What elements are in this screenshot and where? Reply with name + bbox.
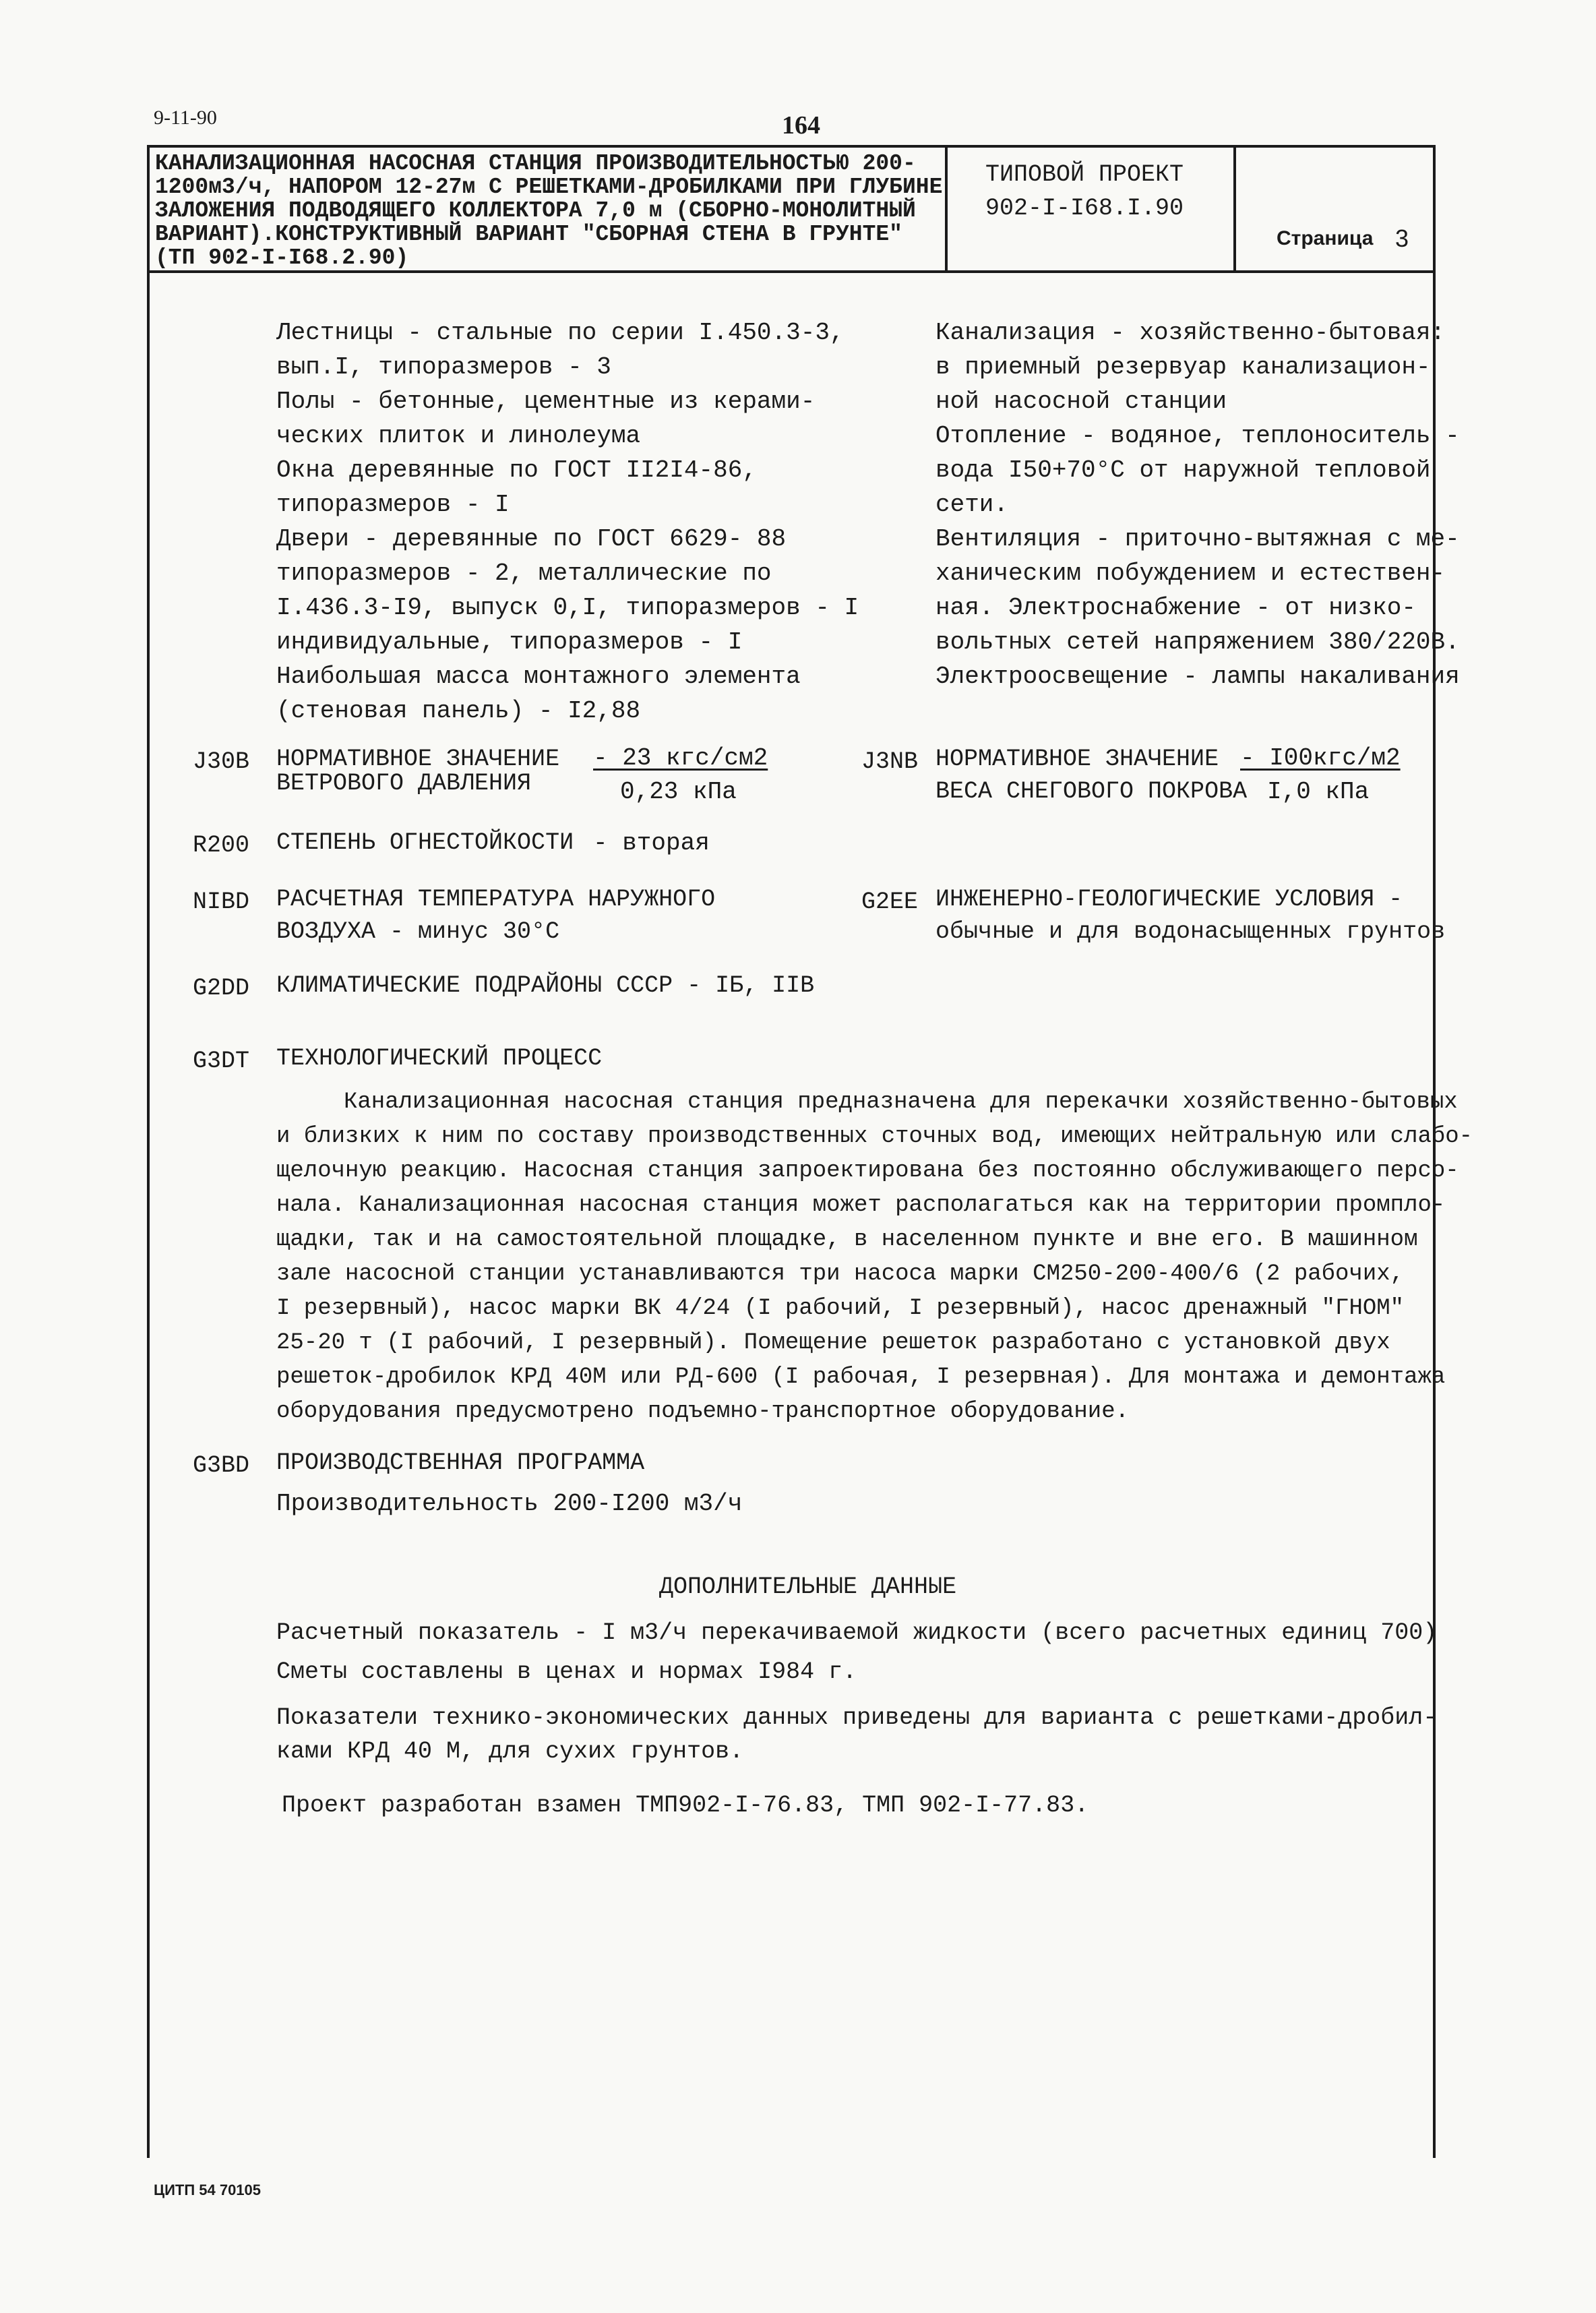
additional-line-2: Сметы составлены в ценах и нормах I984 г. [276, 1658, 857, 1685]
left-line: Окна деревянные по ГОСТ II2I4-86, [276, 456, 757, 484]
right-line: Вентиляция - приточно-вытяжная с ме- [935, 525, 1460, 553]
tech-line: щелочную реакцию. Насосная станция запроектирована без постоянно обслуживающего персо- [276, 1158, 1459, 1184]
fire-value: - вторая [593, 829, 710, 857]
left-line: ческих плиток и линолеума [276, 422, 641, 450]
wind-code: J30B [193, 748, 250, 775]
title-line: КАНАЛИЗАЦИОННАЯ НАСОСНАЯ СТАНЦИЯ ПРОИЗВОДИТЕЛЬНОСТЬЮ 200- [155, 152, 916, 176]
tech-line: нала. Канализационная насосная станция может располагаться как на территории промпло- [276, 1193, 1446, 1218]
right-line: ханическим побуждением и естествен- [935, 560, 1446, 587]
tech-line: решеток-дробилок КРД 40М или РД-600 (I рабочая, I резервная). Для монтажа и демонтажа [276, 1364, 1446, 1390]
right-line: Канализация - хозяйственно-бытовая: [935, 319, 1446, 347]
right-line: ной насосной станции [935, 388, 1227, 415]
sheet-label: Страница [1277, 227, 1374, 249]
left-line: I.436.3-I9, выпуск 0,I, типоразмеров - I [276, 594, 859, 622]
left-line: типоразмеров - 2, металлические по [276, 560, 772, 587]
tech-line: оборудования предусмотрено подъемно-транспортное оборудование. [276, 1399, 1130, 1424]
title-line: ВАРИАНТ).КОНСТРУКТИВНЫЙ ВАРИАНТ "СБОРНАЯ СТЕНА В ГРУНТЕ" [155, 222, 902, 247]
wind-value-2: 0,23 кПа [620, 778, 737, 806]
left-line: Лестницы - стальные по серии I.450.3-3, [276, 319, 845, 347]
left-line: типоразмеров - I [276, 491, 510, 518]
wind-value-1: - 23 кгс/см2 [593, 744, 768, 772]
right-line: в приемный резервуар канализацион- [935, 353, 1431, 381]
page-number: 164 [782, 111, 820, 140]
prog-label: ПРОИЗВОДСТВЕННАЯ ПРОГРАММА [276, 1449, 645, 1476]
right-line: вольтных сетей напряжением 380/220В. [935, 628, 1460, 656]
fire-label: СТЕПЕНЬ ОГНЕСТОЙКОСТИ [276, 829, 574, 856]
snow-label-1: НОРМАТИВНОЕ ЗНАЧЕНИЕ [935, 746, 1219, 773]
left-line: индивидуальные, типоразмеров - I [276, 628, 743, 656]
tech-line: 25-20 т (I рабочий, I резервный). Помещение решеток разработано с установкой двух [276, 1330, 1390, 1356]
tech-line: щадки, так и на самостоятельной площадке, в населенном пункте и вне его. В машинном [276, 1227, 1418, 1253]
left-line: Наибольшая масса монтажного элемента [276, 663, 801, 690]
footer-stamp: ЦИТП 54 70105 [154, 2182, 262, 2198]
additional-line-1: Расчетный показатель - I м3/ч перекачиваемой жидкости (всего расчетных единиц 700) [276, 1619, 1438, 1646]
project-type-label: ТИПОВОЙ ПРОЕКТ [985, 161, 1184, 188]
header-table [147, 145, 1436, 273]
geo-label: ИНЖЕНЕРНО-ГЕОЛОГИЧЕСКИЕ УСЛОВИЯ - [935, 886, 1403, 913]
snow-code: J3NB [861, 748, 919, 775]
wind-label-1: НОРМАТИВНОЕ ЗНАЧЕНИЕ [276, 746, 560, 773]
tech-code: G3DT [193, 1048, 250, 1075]
right-column [935, 316, 1460, 694]
left-line: Двери - деревянные по ГОСТ 6629- 88 [276, 525, 787, 553]
snow-label-2: ВЕСА СНЕГОВОГО ПОКРОВА [935, 778, 1248, 805]
document-date: 9-11-90 [154, 107, 217, 129]
left-line: вып.I, типоразмеров - 3 [276, 353, 611, 381]
additional-line-3a: Показатели технико-экономических данных приведены для варианта с решетками-дробил- [276, 1704, 1438, 1731]
title-line: ЗАЛОЖЕНИЯ ПОДВОДЯЩЕГО КОЛЛЕКТОРА 7,0 м (СБОРНО-МОНОЛИТНЫЙ [155, 198, 916, 223]
right-line: сети. [935, 491, 1009, 518]
climate-label: КЛИМАТИЧЕСКИЕ ПОДРАЙОНЫ СССР - IБ, IIВ [276, 972, 815, 999]
tech-line: Канализационная насосная станция предназначена для перекачки хозяйственно-бытовых [344, 1089, 1458, 1115]
tech-line: зале насосной станции устанавливаются три насоса марки СМ250-200-400/6 (2 рабочих, [276, 1261, 1405, 1287]
header-divider-2 [1233, 148, 1236, 270]
climate-code: G2DD [193, 975, 250, 1002]
wind-label-2: ВЕТРОВОГО ДАВЛЕНИЯ [276, 770, 532, 797]
tech-line: I резервный), насос марки ВК 4/24 (I рабочий, I резервный), насос дренажный "ГНОМ" [276, 1296, 1405, 1321]
prog-code: G3BD [193, 1452, 250, 1479]
right-line: Отопление - водяное, теплоноситель - [935, 422, 1460, 450]
geo-value: обычные и для водонасыщенных грунтов [935, 918, 1446, 945]
additional-line-3b: ками КРД 40 М, для сухих грунтов. [276, 1738, 744, 1765]
title-line: 1200м3/ч, НАПОРОМ 12-27м С РЕШЕТКАМИ-ДРОБИЛКАМИ ПРИ ГЛУБИНЕ [155, 175, 942, 200]
right-line: Электроосвещение - лампы накаливания [935, 663, 1460, 690]
tech-label: ТЕХНОЛОГИЧЕСКИЙ ПРОЦЕСС [276, 1045, 603, 1072]
temp-label-2: ВОЗДУХА - минус 30°С [276, 918, 560, 945]
additional-line-4: Проект разработан взамен ТМП902-I-76.83, ТМП 902-I-77.83. [282, 1792, 1089, 1819]
title-line: (ТП 902-I-I68.2.90) [155, 245, 409, 270]
left-column [276, 316, 859, 728]
header-divider-1 [945, 148, 948, 270]
tech-paragraph [276, 1085, 1473, 1429]
right-line: ная. Электроснабжение - от низко- [935, 594, 1416, 622]
snow-value-2: I,0 кПа [1267, 778, 1370, 806]
project-number: 902-I-I68.I.90 [985, 195, 1184, 222]
project-title [155, 152, 942, 270]
prog-value: Производительность 200-I200 м3/ч [276, 1490, 743, 1518]
additional-heading: ДОПОЛНИТЕЛЬНЫЕ ДАННЫЕ [659, 1573, 957, 1600]
left-line: (стеновая панель) - I2,88 [276, 697, 641, 725]
temp-label-1: РАСЧЕТНАЯ ТЕМПЕРАТУРА НАРУЖНОГО [276, 886, 716, 913]
tech-line: и близких к ним по составу производственных сточных вод, имеющих нейтральную или слабо- [276, 1124, 1473, 1149]
sheet-number: 3 [1395, 224, 1409, 252]
temp-code: NIBD [193, 889, 250, 915]
left-line: Полы - бетонные, цементные из керами- [276, 388, 816, 415]
geo-code: G2EE [861, 889, 919, 915]
right-line: вода I50+70°С от наружной тепловой [935, 456, 1431, 484]
fire-code: R200 [193, 832, 250, 859]
snow-value-1: - I00кгс/м2 [1240, 744, 1401, 772]
